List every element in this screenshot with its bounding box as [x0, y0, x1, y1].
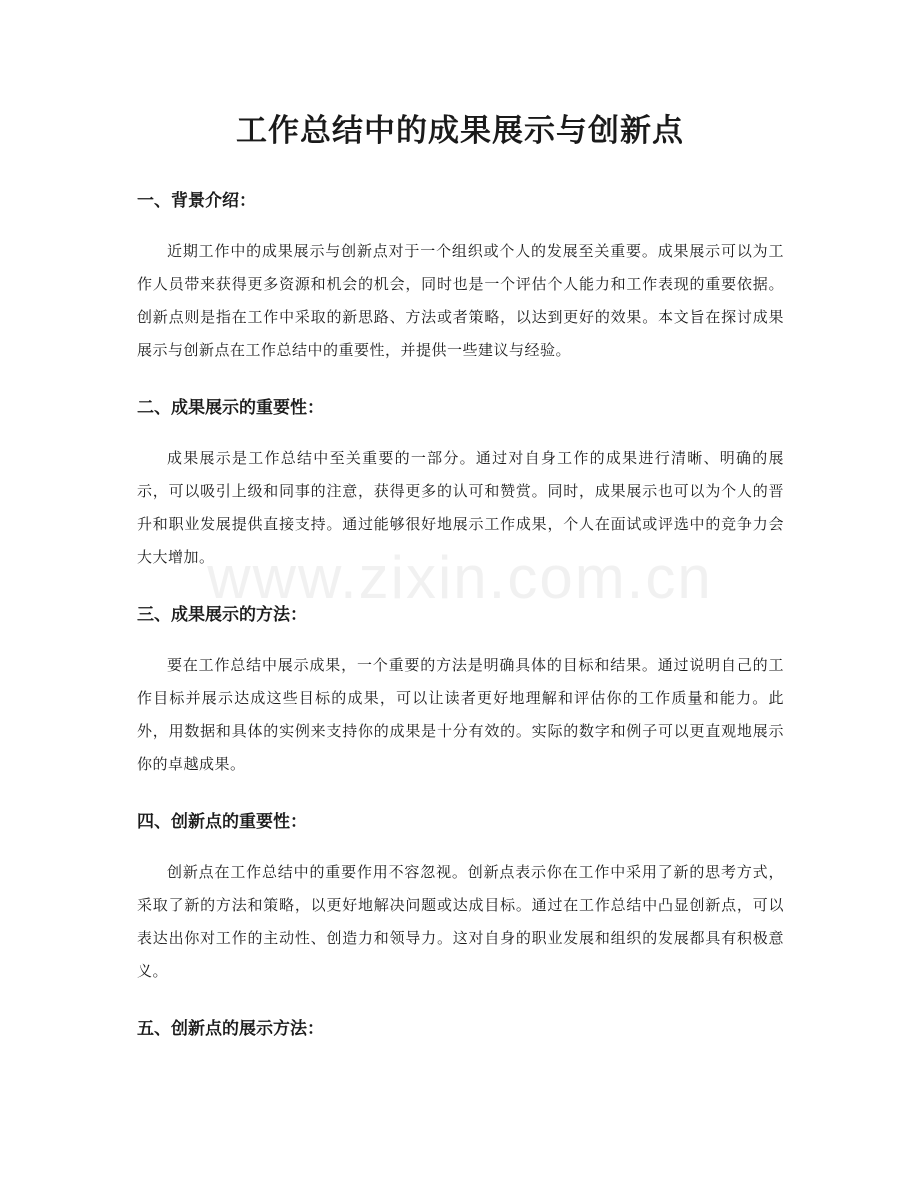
section-background [137, 186, 784, 367]
section-paragraph: 成果展示是工作总结中至关重要的一部分。通过对自身工作的成果进行清晰、明确的展示，可以吸引上级和同事的注意，获得更多的认可和赞赏。同时，成果展示也可以为个人的晋升和职业发展提供直接支持。通过能够很好地展示工作成果，个人在面试或评选中的竞争力会大大增加。 [137, 449, 784, 566]
section-heading: 三、成果展示的方法： [137, 605, 307, 625]
section-paragraph: 要在工作总结中展示成果，一个重要的方法是明确具体的目标和结果。通过说明自己的工作目标并展示达成这些目标的成果，可以让读者更好地理解和评估你的工作质量和能力。此外，用数据和具体的实例来支持你的成果是十分有效的。实际的数字和例子可以更直观地展示你的卓越成果。 [137, 656, 784, 773]
document-title: 工作总结中的成果展示与创新点 [236, 113, 684, 149]
section-paragraph: 近期工作中的成果展示与创新点对于一个组织或个人的发展至关重要。成果展示可以为工作人员带来获得更多资源和机会的机会，同时也是一个评估个人能力和工作表现的重要依据。创新点则是指在工作中采取的新思路、方法或者策略，以达到更好的效果。本文旨在探讨成果展示与创新点在工作总结中的重要性，并提供一些建议与经验。 [137, 242, 784, 359]
section-heading: 一、背景介绍： [137, 191, 256, 211]
section-heading: 四、创新点的重要性： [137, 812, 307, 832]
section-heading: 五、创新点的展示方法： [137, 1019, 324, 1039]
section-heading: 二、成果展示的重要性： [137, 398, 324, 418]
section-innovation-methods [137, 1014, 784, 1044]
watermark: www.zixin.com.cn [207, 544, 713, 611]
section-result-methods [137, 600, 784, 781]
section-paragraph: 创新点在工作总结中的重要作用不容忽视。创新点表示你在工作中采用了新的思考方式，采取了新的方法和策略，以更好地解决问题或达成目标。通过在工作总结中凸显创新点，可以表达出你对工作的主动性、创造力和领导力。这对自身的职业发展和组织的发展都具有积极意义。 [137, 863, 784, 980]
section-result-importance [137, 393, 784, 574]
section-innovation-importance [137, 807, 784, 988]
document-content [137, 186, 784, 1063]
